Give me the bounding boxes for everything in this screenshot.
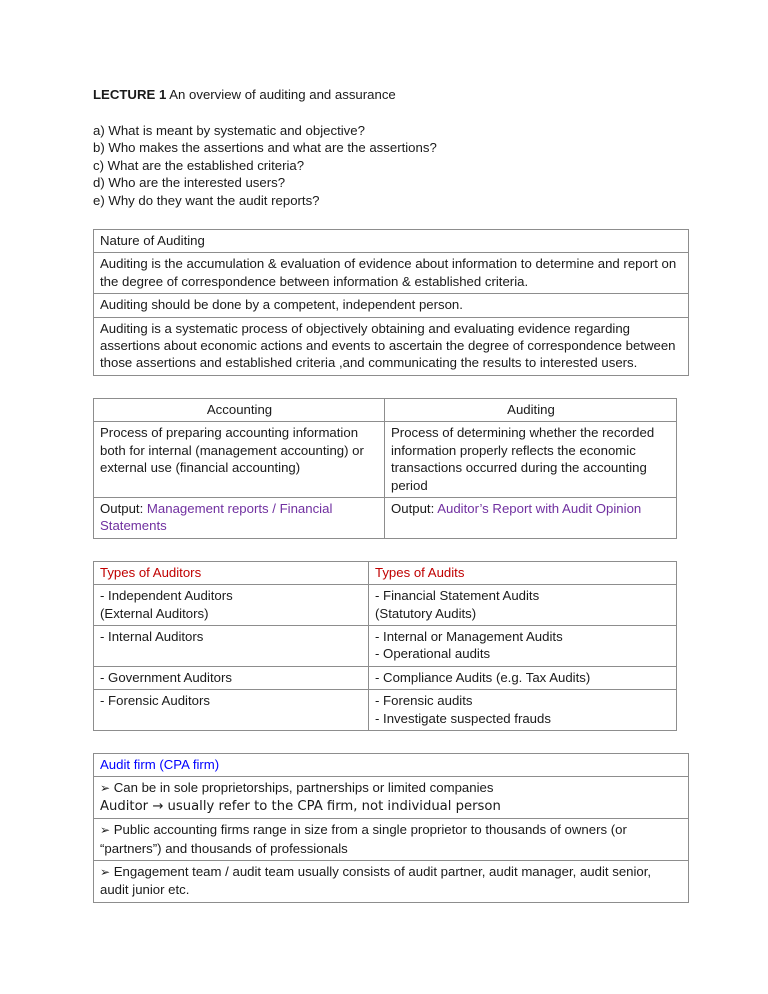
column-header-accounting: Accounting (94, 398, 385, 421)
auditor-type-line: - Internal Auditors (100, 628, 204, 644)
accounting-output-value: Management reports / Financial Statements (100, 500, 333, 534)
audit-firm-note: Auditor → usually refer to the CPA firm, not individual person (100, 798, 501, 814)
arrow-bullet-icon: ➢ (100, 781, 111, 796)
nature-definition-1: Auditing is the accumulation & evaluation of evidence about information to determine and report on the degree of correspondence between information & established criteria. (94, 253, 689, 294)
table-row (94, 317, 689, 375)
audit-type-line: - Investigate suspected frauds (375, 710, 551, 726)
table-row (94, 666, 677, 689)
auditor-type-line: (External Auditors) (100, 605, 209, 621)
auditing-output-cell (385, 497, 677, 538)
audit-type-cell (369, 690, 677, 731)
auditor-type-cell (94, 625, 369, 666)
table-header-row (94, 561, 677, 584)
audit-type-cell (369, 625, 677, 666)
page-title-lecture-number: LECTURE 1 (93, 87, 167, 102)
column-header-types-of-auditors: Types of Auditors (94, 561, 369, 584)
audit-type-cell (369, 666, 677, 689)
audit-type-line: - Compliance Audits (e.g. Tax Audits) (375, 669, 591, 685)
column-header-types-of-audits: Types of Audits (369, 561, 677, 584)
audit-firm-header: Audit firm (CPA firm) (94, 753, 689, 776)
nature-definition-3: Auditing is a systematic process of objectively obtaining and evaluating evidence regarding assertions about economic actions and events to ascertain the degree of correspondence between those assertions and established criteria ,and communicating the results to interested users. (94, 317, 689, 375)
bullet-text: Can be in sole proprietorships, partnerships or limited companies (113, 780, 494, 796)
auditor-type-cell (94, 690, 369, 731)
bullet-line (100, 779, 683, 797)
audit-type-line: (Statutory Audits) (375, 605, 477, 621)
table-accounting-vs-auditing (93, 398, 677, 539)
table-nature-of-auditing (93, 229, 689, 376)
auditor-type-line: - Government Auditors (100, 669, 232, 685)
question-list (93, 122, 676, 209)
accounting-output-cell (94, 497, 385, 538)
auditor-type-cell (94, 585, 369, 626)
question-item-a: a) What is meant by systematic and objective? (93, 123, 365, 138)
output-label: Output: (391, 500, 438, 516)
audit-type-line: - Forensic audits (375, 693, 473, 709)
table-row (94, 861, 689, 903)
audit-type-line: - Operational audits (375, 646, 491, 662)
auditing-description: Process of determining whether the recorded information properly reflects the economic transactions occurred during the accounting period (385, 422, 677, 498)
audit-firm-point-3 (94, 861, 689, 903)
output-label: Output: (100, 500, 147, 516)
arrow-bullet-icon: ➢ (100, 865, 111, 879)
bullet-text: Public accounting firms range in size from a single proprietor to thousands of owners (or “partners”) and thousands of professionals (100, 822, 627, 856)
nature-header-cell: Nature of Auditing (94, 230, 689, 253)
bullet-line (100, 821, 683, 857)
bullet-line (100, 863, 683, 899)
table-row (94, 253, 689, 294)
table-row (94, 230, 689, 253)
audit-firm-point-1 (94, 777, 689, 819)
table-header-row (94, 753, 689, 776)
table-header-row (94, 398, 677, 421)
table-audit-firm (93, 753, 689, 903)
table-row (94, 819, 689, 861)
page-title-subject: An overview of auditing and assurance (166, 87, 396, 102)
audit-type-cell (369, 585, 677, 626)
auditor-type-cell (94, 666, 369, 689)
table-row (94, 497, 677, 538)
document-content (93, 86, 676, 925)
accounting-description: Process of preparing accounting information both for internal (management accounting) or external use (financial accounting) (94, 422, 385, 498)
auditor-type-line: - Forensic Auditors (100, 693, 210, 709)
table-row (94, 690, 677, 731)
page-title (93, 86, 676, 103)
audit-type-line: - Internal or Management Audits (375, 628, 563, 644)
nature-definition-2: Auditing should be done by a competent, independent person. (94, 294, 689, 317)
table-row (94, 294, 689, 317)
audit-type-line: - Financial Statement Audits (375, 588, 540, 604)
column-header-auditing: Auditing (385, 398, 677, 421)
table-types-of-auditors (93, 561, 677, 731)
table-row (94, 777, 689, 819)
auditing-output-value: Auditor’s Report with Audit Opinion (437, 500, 642, 516)
table-row (94, 585, 677, 626)
arrow-bullet-icon: ➢ (100, 823, 111, 838)
question-item-e: e) Why do they want the audit reports? (93, 192, 320, 208)
question-item-d: d) Who are the interested users? (93, 175, 286, 191)
table-row (94, 625, 677, 666)
bullet-text: Engagement team / audit team usually consists of audit partner, audit manager, audit senior, audit junior etc. (100, 864, 652, 898)
table-row (94, 422, 677, 498)
question-item-c: c) What are the established criteria? (93, 157, 305, 173)
audit-firm-point-2 (94, 819, 689, 861)
question-item-b: b) Who makes the assertions and what are the assertions? (93, 140, 437, 156)
auditor-type-line: - Independent Auditors (100, 588, 233, 604)
